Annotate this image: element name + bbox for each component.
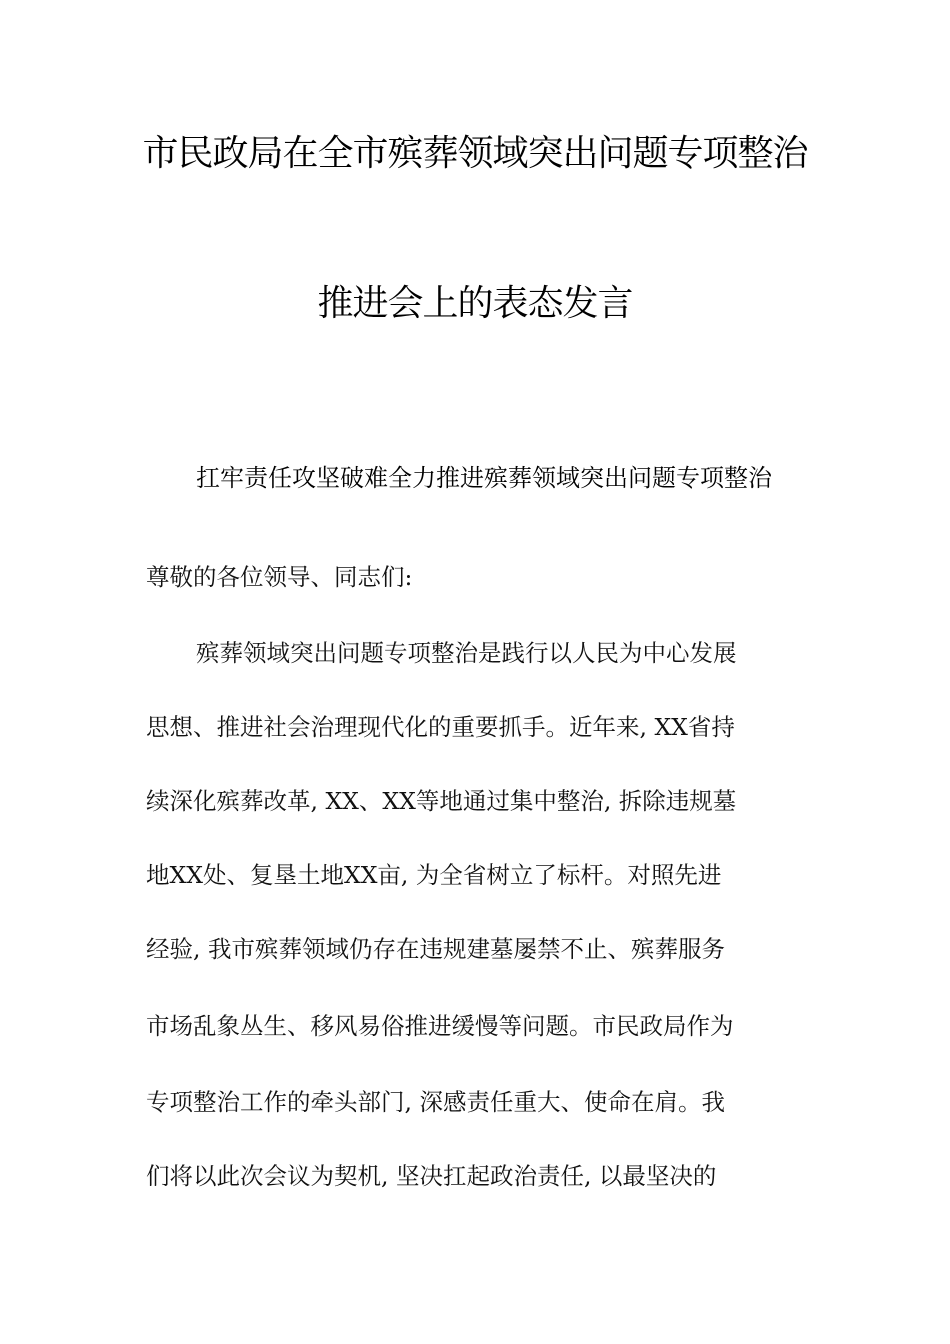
document-title-line-1: 市民政局在全市殡葬领域突出问题专项整治 (142, 133, 808, 174)
body-line-2: 思想、推进社会治理现代化的重要抓手。近年来, XX省持 (146, 713, 735, 741)
salutation: 尊敬的各位领导、同志们: (146, 563, 413, 591)
body-line-1: 殡葬领域突出问题专项整治是践行以人民为中心发展 (196, 639, 737, 667)
body-line-3: 续深化殡葬改革, XX、XX等地通过集中整治, 拆除违规墓 (146, 787, 737, 815)
body-line-6: 市场乱象丛生、移风易俗推进缓慢等问题。市民政局作为 (146, 1012, 734, 1040)
speech-subtitle: 扛牢责任攻坚破难全力推进殡葬领域突出问题专项整治 (196, 464, 772, 492)
body-line-4: 地XX处、复垦土地XX亩, 为全省树立了标杆。对照先进 (146, 861, 722, 889)
document-title-line-2: 推进会上的表态发言 (317, 283, 633, 324)
body-line-8: 们将以此次会议为契机, 坚决扛起政治责任, 以最坚决的 (146, 1162, 717, 1190)
body-line-7: 专项整治工作的牵头部门, 深感责任重大、使命在肩。我 (146, 1088, 725, 1116)
body-line-5: 经验, 我市殡葬领域仍存在违规建墓屡禁不止、殡葬服务 (146, 935, 725, 963)
